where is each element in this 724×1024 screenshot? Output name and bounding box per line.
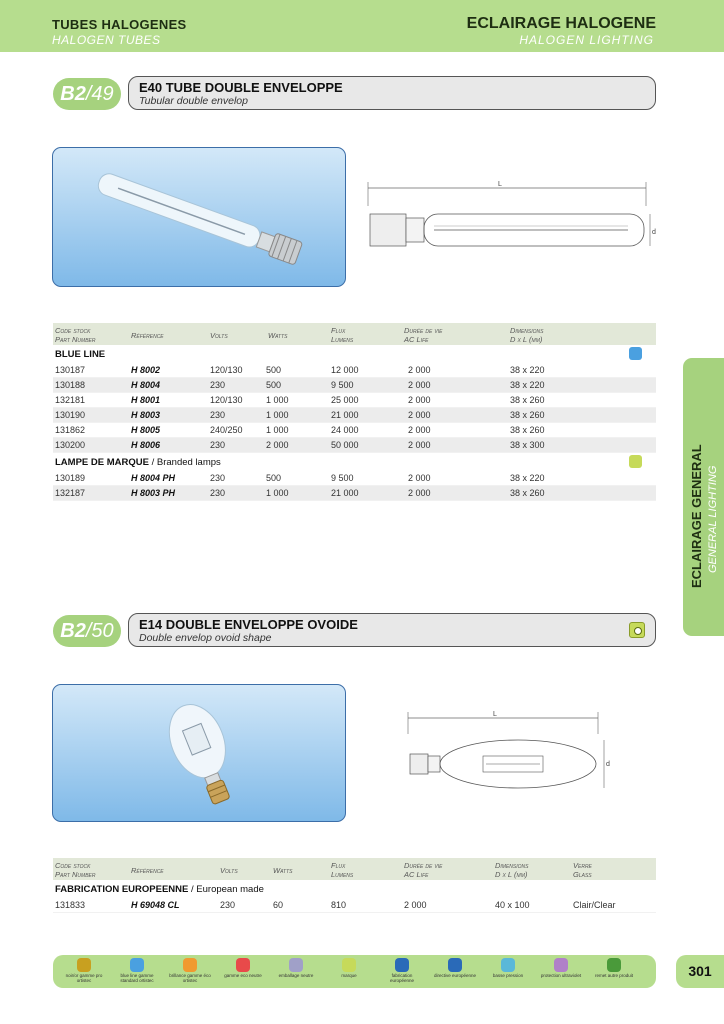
side-tab-subtitle: GENERAL LIGHTING bbox=[707, 465, 719, 573]
col-code-stock: Code stock Part Number bbox=[55, 326, 96, 344]
section-subtitle: Double envelop ovoid shape bbox=[139, 632, 272, 644]
table-row bbox=[53, 471, 656, 486]
table-cell: H 8003 PH bbox=[131, 488, 176, 498]
table-row bbox=[53, 438, 656, 453]
table-cell: 130200 bbox=[55, 440, 86, 450]
col-flux: Flux Lumens bbox=[331, 326, 354, 344]
table-cell: 500 bbox=[266, 380, 282, 390]
table-cell: 38 x 260 bbox=[510, 395, 545, 405]
table-cell: 38 x 260 bbox=[510, 488, 545, 498]
col-dimensions: Dimensions D x L (mm) bbox=[510, 326, 544, 344]
section-badge: B2/49 bbox=[53, 78, 121, 110]
legend-icon bbox=[77, 958, 91, 972]
table-row bbox=[53, 393, 656, 408]
legend-label: fabrication européenne bbox=[389, 973, 415, 983]
table-row bbox=[53, 408, 656, 423]
table-cell: 130189 bbox=[55, 473, 86, 483]
section-b2-49-heading bbox=[53, 76, 656, 112]
table-cell: 500 bbox=[266, 365, 282, 375]
table-cell: 130188 bbox=[55, 380, 86, 390]
col-reference: Référence bbox=[131, 866, 164, 875]
table-cell: 132187 bbox=[55, 488, 86, 498]
table-cell: 1 000 bbox=[266, 395, 289, 405]
table-cell: 21 000 bbox=[331, 488, 359, 498]
product-table-b2-50 bbox=[53, 858, 656, 913]
legend-label: protection ultraviolet bbox=[540, 973, 582, 978]
table-cell: 2 000 bbox=[404, 900, 427, 910]
legend-icon bbox=[607, 958, 621, 972]
header-left-subtitle: HALOGEN TUBES bbox=[52, 33, 161, 47]
header-right-title: ECLAIRAGE HALOGENE bbox=[466, 15, 656, 32]
legend-icon bbox=[130, 958, 144, 972]
legend-item bbox=[326, 958, 372, 978]
table-cell: H 8004 bbox=[131, 380, 161, 390]
col-volts: Volts bbox=[220, 866, 238, 875]
table-cell: 12 000 bbox=[331, 365, 359, 375]
table-cell: 9 500 bbox=[331, 473, 354, 483]
group-header bbox=[53, 453, 656, 471]
dimension-d-label: d bbox=[606, 761, 610, 768]
group-header bbox=[53, 345, 656, 363]
product-table-b2-49 bbox=[53, 323, 656, 501]
legend-icon bbox=[236, 958, 250, 972]
legend-item bbox=[167, 958, 213, 983]
table-cell: 21 000 bbox=[331, 410, 359, 420]
legend-item bbox=[538, 958, 584, 978]
legend-icon bbox=[448, 958, 462, 972]
table-cell: H 8003 bbox=[131, 410, 161, 420]
legend-item bbox=[273, 958, 319, 978]
table-cell: 24 000 bbox=[331, 425, 359, 435]
legend-item bbox=[432, 958, 478, 978]
col-volts: Volts bbox=[210, 331, 228, 340]
blue-line-icon bbox=[629, 347, 642, 360]
table-cell: 120/130 bbox=[210, 365, 243, 375]
table-cell: H 8004 PH bbox=[131, 473, 176, 483]
table-cell: 120/130 bbox=[210, 395, 243, 405]
col-watts: Watts bbox=[268, 331, 288, 340]
dimension-l-label: L bbox=[498, 181, 502, 188]
table-cell: 2 000 bbox=[266, 440, 289, 450]
table-cell: 38 x 220 bbox=[510, 380, 545, 390]
legend-item bbox=[485, 958, 531, 978]
table-header bbox=[53, 323, 656, 345]
legend-label: basse pression bbox=[492, 973, 524, 978]
section-title: E14 DOUBLE ENVELOPPE OVOIDE bbox=[139, 617, 358, 632]
col-code-stock: Code stock Part Number bbox=[55, 861, 96, 879]
table-cell: 38 x 260 bbox=[510, 425, 545, 435]
tube-lamp-image bbox=[53, 148, 346, 287]
table-header bbox=[53, 858, 656, 880]
table-cell: 130187 bbox=[55, 365, 86, 375]
table-cell: 1 000 bbox=[266, 425, 289, 435]
legend-icon bbox=[501, 958, 515, 972]
legend-footer bbox=[53, 955, 656, 988]
table-cell: 130190 bbox=[55, 410, 86, 420]
legend-label: directive européenne bbox=[433, 973, 477, 978]
section-badge: B2/50 bbox=[53, 615, 121, 647]
legend-label: remet autre produit bbox=[594, 973, 634, 978]
table-row bbox=[53, 486, 656, 501]
table-cell: 50 000 bbox=[331, 440, 359, 450]
table-cell: 38 x 260 bbox=[510, 410, 545, 420]
table-cell: 230 bbox=[210, 410, 226, 420]
table-cell: 25 000 bbox=[331, 395, 359, 405]
legend-label: emballage neutre bbox=[278, 973, 314, 978]
section-title-box bbox=[128, 613, 656, 647]
col-dimensions: Dimensions D x L (mm) bbox=[495, 861, 529, 879]
brand-icon bbox=[629, 622, 645, 638]
header-right-subtitle: HALOGEN LIGHTING bbox=[519, 33, 654, 47]
section-subtitle: Tubular double envelop bbox=[139, 95, 248, 107]
legend-icon bbox=[395, 958, 409, 972]
table-cell: H 8002 bbox=[131, 365, 161, 375]
table-cell: 2 000 bbox=[408, 425, 431, 435]
table-cell: 230 bbox=[220, 900, 236, 910]
table-cell: 40 x 100 bbox=[495, 900, 530, 910]
legend-label: blue line gamme standard ortistec bbox=[120, 973, 154, 983]
table-cell: 2 000 bbox=[408, 473, 431, 483]
col-watts: Watts bbox=[273, 866, 293, 875]
table-cell: 38 x 300 bbox=[510, 440, 545, 450]
brand-icon bbox=[629, 455, 642, 468]
table-row bbox=[53, 363, 656, 378]
col-life: Durée de vie AC Life bbox=[404, 326, 443, 344]
ovoid-dimension-diagram bbox=[398, 708, 618, 798]
table-cell: 131862 bbox=[55, 425, 86, 435]
group-header bbox=[53, 880, 656, 898]
section-title: E40 TUBE DOUBLE ENVELOPPE bbox=[139, 80, 343, 95]
table-cell: 2 000 bbox=[408, 440, 431, 450]
table-cell: H 8001 bbox=[131, 395, 161, 405]
table-cell: 2 000 bbox=[408, 395, 431, 405]
dimension-l-label: L bbox=[493, 711, 497, 718]
table-cell: 240/250 bbox=[210, 425, 243, 435]
table-cell: H 8005 bbox=[131, 425, 161, 435]
section-b2-50-heading bbox=[53, 613, 656, 649]
legend-item bbox=[379, 958, 425, 983]
table-cell: 1 000 bbox=[266, 488, 289, 498]
legend-icon bbox=[183, 958, 197, 972]
col-reference: Référence bbox=[131, 331, 164, 340]
table-cell: 9 500 bbox=[331, 380, 354, 390]
col-life: Durée de vie AC Life bbox=[404, 861, 443, 879]
legend-icon bbox=[554, 958, 568, 972]
table-row bbox=[53, 423, 656, 438]
table-cell: 60 bbox=[273, 900, 284, 910]
table-cell: 38 x 220 bbox=[510, 473, 545, 483]
group-label: FABRICATION EUROPEENNE / European made bbox=[55, 884, 264, 895]
legend-icon bbox=[289, 958, 303, 972]
table-cell: 230 bbox=[210, 380, 226, 390]
table-cell: 2 000 bbox=[408, 410, 431, 420]
legend-item bbox=[114, 958, 160, 983]
table-cell: 230 bbox=[210, 440, 226, 450]
page-number: 301 bbox=[676, 955, 724, 988]
table-cell: Clair/Clear bbox=[573, 900, 616, 910]
table-cell: H 69048 CL bbox=[131, 900, 180, 910]
legend-label: gamme eco neutre bbox=[224, 973, 262, 978]
table-cell: 131833 bbox=[55, 900, 86, 910]
table-cell: 38 x 220 bbox=[510, 365, 545, 375]
product-photo-tube bbox=[52, 147, 346, 287]
table-cell: 2 000 bbox=[408, 365, 431, 375]
table-cell: 230 bbox=[210, 473, 226, 483]
table-cell: 500 bbox=[266, 473, 282, 483]
group-label: BLUE LINE bbox=[55, 349, 106, 360]
table-cell: 2 000 bbox=[408, 488, 431, 498]
col-glass: Verre Glass bbox=[573, 861, 592, 879]
group-label: LAMPE DE MARQUE / Branded lamps bbox=[55, 457, 221, 468]
side-category-tab bbox=[683, 358, 724, 636]
table-row bbox=[53, 898, 656, 913]
legend-label: noir/or gamme pro ortistec bbox=[65, 973, 103, 983]
table-cell: 810 bbox=[331, 900, 347, 910]
table-cell: 1 000 bbox=[266, 410, 289, 420]
legend-item bbox=[591, 958, 637, 978]
ovoid-lamp-image bbox=[53, 685, 346, 822]
table-cell: 2 000 bbox=[408, 380, 431, 390]
section-title-box bbox=[128, 76, 656, 110]
legend-item bbox=[61, 958, 107, 983]
table-cell: H 8006 bbox=[131, 440, 161, 450]
legend-item bbox=[220, 958, 266, 978]
product-photo-ovoid bbox=[52, 684, 346, 822]
table-cell: 132181 bbox=[55, 395, 86, 405]
tube-dimension-diagram bbox=[358, 176, 658, 266]
side-tab-title: ECLAIRAGE GENERAL bbox=[689, 444, 704, 588]
header-left-title: TUBES HALOGENES bbox=[52, 17, 187, 32]
col-flux: Flux Lumens bbox=[331, 861, 354, 879]
legend-label: brillance gamme éco ortistec bbox=[169, 973, 211, 983]
table-cell: 230 bbox=[210, 488, 226, 498]
legend-icon bbox=[342, 958, 356, 972]
dimension-d-label: d bbox=[652, 229, 656, 236]
table-row bbox=[53, 378, 656, 393]
legend-label: marque bbox=[341, 973, 357, 978]
